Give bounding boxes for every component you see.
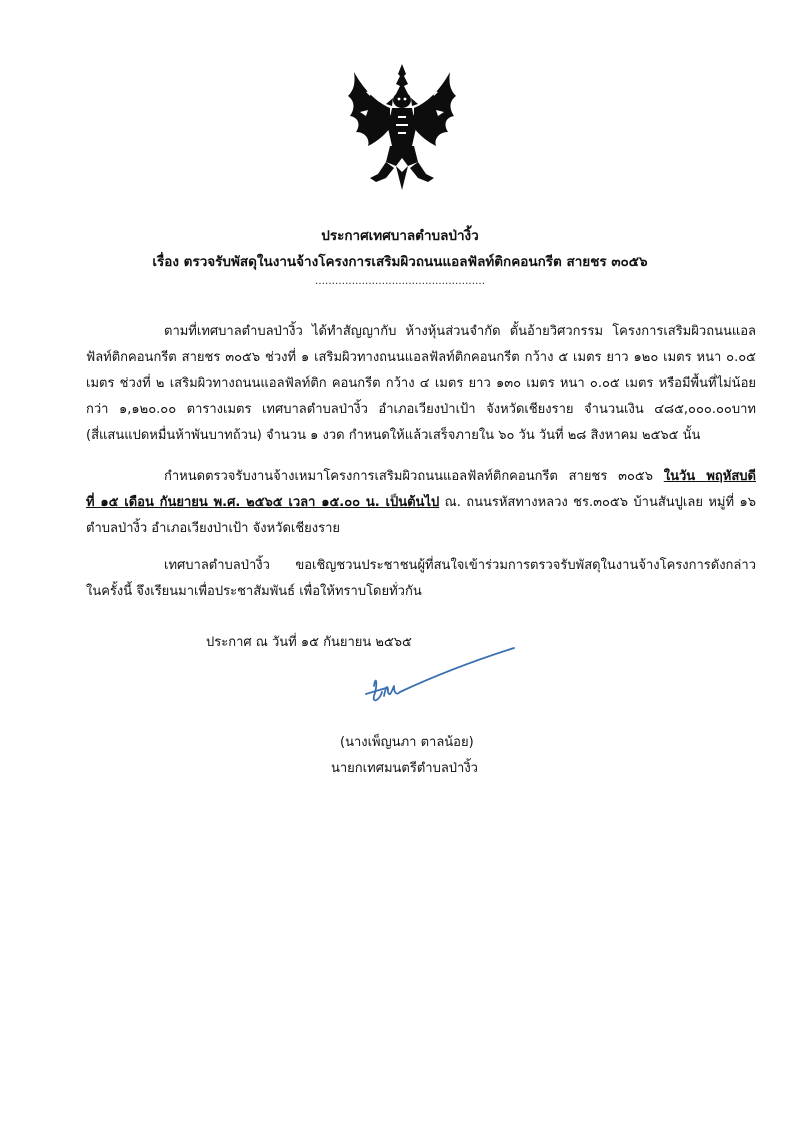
paragraph-line <box>86 490 756 516</box>
paragraph-line: กว่า ๑,๑๒๐.๐๐ ตารางเมตร เทศบาลตำบลป่างิ้ว อำเภอเวียงป่าเป้า จังหวัดเชียงราย จำนวนเงิน ๔๘๕,๐๐๐.๐๐บาท <box>86 402 756 417</box>
announcement-date: ประกาศ ณ วันที่ ๑๕ กันยายน ๒๕๖๕ <box>206 635 412 650</box>
paragraph-line: (สี่แสนแปดหมื่นห้าพันบาทถ้วน) จำนวน ๑ งวด กำหนดให้แล้วเสร็จภายใน ๖๐ วัน วันที่ ๒๘ สิงหาคม ๒๕๖๕ นั้น <box>86 428 701 443</box>
paragraph-line: ในครั้งนี้ จึงเรียนมาเพื่อประชาสัมพันธ์ เพื่อให้ทราบโดยทั่วกัน <box>86 584 422 599</box>
document-title: ประกาศเทศบาลตำบลป่างิ้ว <box>321 228 479 244</box>
title-separator: …………………………………………… <box>315 276 485 287</box>
paragraph-invitation <box>86 553 756 605</box>
handwritten-signature <box>360 640 520 720</box>
paragraph-line: เทศบาลตำบลป่างิ้ว ขอเชิญชวนประชาชนผู้ที่สนใจเข้าร่วมการตรวจรับพัสดุในงานจ้างโครงการดังกล่าว <box>164 558 756 573</box>
document-subject: เรื่อง ตรวจรับพัสดุในงานจ้างโครงการเสริมผิวถนนแอลฟัลท์ติกคอนกรีต สายชร ๓๐๕๖ <box>152 254 648 270</box>
signer-name: (นางเพ็ญนภา ตาลน้อย) <box>340 735 474 750</box>
paragraph-line: เมตร ช่วงที่ ๒ เสริมผิวทางถนนแอลฟัลท์ติก คอนกรีต กว้าง ๔ เมตร ยาว ๑๓๐ เมตร หนา ๐.๐๕ เมตร หรือมีพื้นที่ไม่น้อย <box>86 376 756 391</box>
inspection-text: กำหนดตรวจรับงานจ้างเหมาโครงการเสริมผิวถนนแอลฟัลท์ติกคอนกรีต สายชร ๓๐๕๖ <box>164 469 664 484</box>
inspection-date-emphasis: ที่ ๑๕ เดือน กันยายน พ.ศ. ๒๕๖๕ เวลา ๑๕.๐๐ น. เป็นต้นไป <box>86 495 440 510</box>
paragraph-line <box>86 464 756 490</box>
garuda-emblem-icon <box>346 62 458 192</box>
paragraph-line: ฟัลท์ติกคอนกรีต สายชร ๓๐๕๖ ช่วงที่ ๑ เสริมผิวทางถนนแอลฟัลท์ติกคอนกรีต กว้าง ๕ เมตร ยาว ๑๒๐ เมตร หนา ๐.๐๕ <box>86 350 756 365</box>
inspection-location: ณ. ถนนรหัสทางหลวง ชร.๓๐๕๖ บ้านสันปูเลย หมู่ที่ ๑๖ <box>439 495 756 510</box>
paragraph-line: ตำบลป่างิ้ว อำเภอเวียงป่าเป้า จังหวัดเชียงราย <box>86 521 341 536</box>
signer-title: นายกเทศมนตรีตำบลป่างิ้ว <box>331 761 478 776</box>
paragraph-inspection <box>86 464 756 542</box>
paragraph-contract <box>86 319 756 449</box>
paragraph-line: ตามที่เทศบาลตำบลป่างิ้ว ได้ทำสัญญากับ ห้างหุ้นส่วนจำกัด ตั้นอ้ายวิศวกรรม โครงการเสริมผิวถนนแอล <box>164 324 756 339</box>
inspection-date-emphasis: ในวัน พฤหัสบดี <box>663 469 756 484</box>
